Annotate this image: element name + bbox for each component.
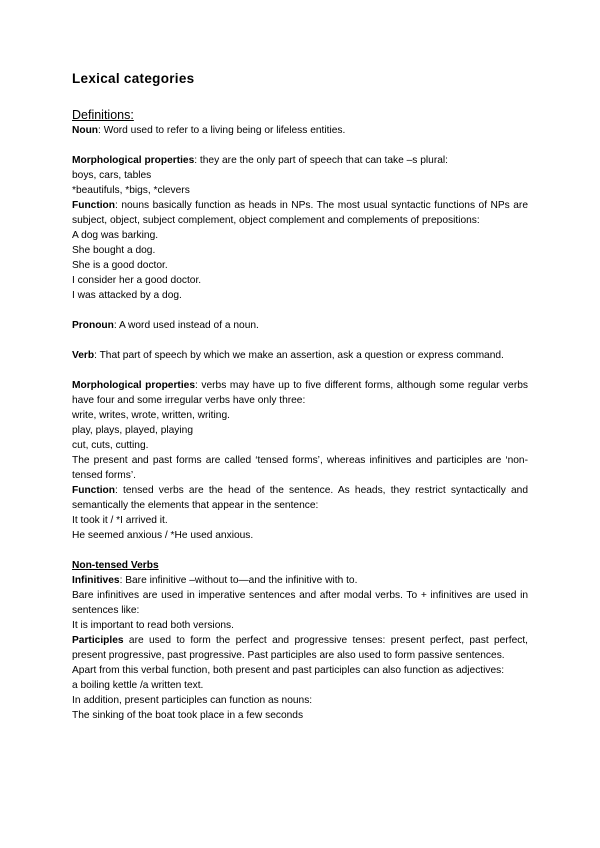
verb-morph-term: Morphological properties	[72, 380, 195, 391]
participles-adjective-example: a boiling kettle /a written text.	[72, 680, 204, 691]
noun-example-5: I was attacked by a dog.	[72, 290, 182, 301]
noun-example-3: She is a good doctor.	[72, 260, 168, 271]
verb-definition	[72, 348, 528, 363]
pronoun-definition	[72, 318, 528, 333]
pronoun-term: Pronoun	[72, 320, 114, 331]
infinitives-example: It is important to read both versions.	[72, 620, 234, 631]
document-title: Lexical categories	[72, 71, 195, 86]
noun-text: : Word used to refer to a living being or lifeless entities.	[98, 125, 346, 136]
definitions-heading: Definitions:	[72, 108, 134, 122]
verb-morph-example-3: cut, cuts, cutting.	[72, 440, 149, 451]
verb-function-term: Function	[72, 485, 116, 496]
noun-example-1: A dog was barking.	[72, 230, 159, 241]
noun-morph-paragraph	[72, 153, 528, 168]
noun-function-term: Function	[72, 200, 116, 211]
nontensed-heading: Non-tensed Verbs	[72, 560, 159, 571]
infinitives-text: : Bare infinitive –without to—and the infinitive with to.	[119, 575, 358, 586]
noun-example-2: She bought a dog.	[72, 245, 156, 256]
verb-morph-paragraph	[72, 378, 528, 408]
infinitives-paragraph	[72, 573, 528, 588]
noun-morph-term: Morphological properties	[72, 155, 195, 166]
noun-function-paragraph	[72, 198, 528, 228]
verb-morph-example-2: play, plays, played, playing	[72, 425, 194, 436]
verb-function-text: : tensed verbs are the head of the sentence. As heads, they restrict syntactically and semantically the elements that appear in the sentence:	[72, 485, 528, 511]
noun-example-4: I consider her a good doctor.	[72, 275, 202, 286]
verb-function-example-1: It took it / *I arrived it.	[72, 515, 168, 526]
participles-noun-paragraph: In addition, present participles can function as nouns:	[72, 695, 313, 706]
participles-adjective-paragraph: Apart from this verbal function, both present and past participles can also function as adjectives:	[72, 665, 505, 676]
noun-function-text: : nouns basically function as heads in NPs. The most usual syntactic functions of NPs are subject, object, subject complement, object complement and complements of prepositions:	[72, 200, 528, 226]
verb-morph-note: The present and past forms are called ‘tensed forms’, whereas infinitives and participles are ‘non-tensed forms’.	[72, 455, 528, 481]
participles-paragraph	[72, 633, 528, 663]
pronoun-text: : A word used instead of a noun.	[113, 320, 259, 331]
verb-term: Verb	[72, 350, 95, 361]
noun-definition	[72, 123, 528, 138]
infinitives-term: Infinitives	[72, 575, 120, 586]
noun-term: Noun	[72, 125, 99, 136]
participles-term: Participles	[72, 635, 124, 646]
participles-noun-example: The sinking of the boat took place in a few seconds	[72, 710, 304, 721]
verb-morph-text: : verbs may have up to five different forms, although some regular verbs have four and some irregular verbs have only three:	[72, 380, 528, 406]
document-page	[72, 70, 528, 723]
participles-text: are used to form the perfect and progressive tenses: present perfect, past perfect, present progressive, past progressive. Past participles are also used to form passive sentences.	[72, 635, 528, 661]
verb-function-paragraph	[72, 483, 528, 513]
verb-morph-example-1: write, writes, wrote, written, writing.	[72, 410, 230, 421]
noun-morph-text: : they are the only part of speech that can take –s plural:	[194, 155, 448, 166]
noun-morph-example-1: boys, cars, tables	[72, 170, 152, 181]
noun-morph-example-2: *beautifuls, *bigs, *clevers	[72, 185, 190, 196]
verb-function-example-2: He seemed anxious / *He used anxious.	[72, 530, 254, 541]
infinitives-usage: Bare infinitives are used in imperative sentences and after modal verbs. To + infinitives are used in sentences like:	[72, 590, 528, 616]
verb-text: : That part of speech by which we make an assertion, ask a question or express command.	[94, 350, 504, 361]
